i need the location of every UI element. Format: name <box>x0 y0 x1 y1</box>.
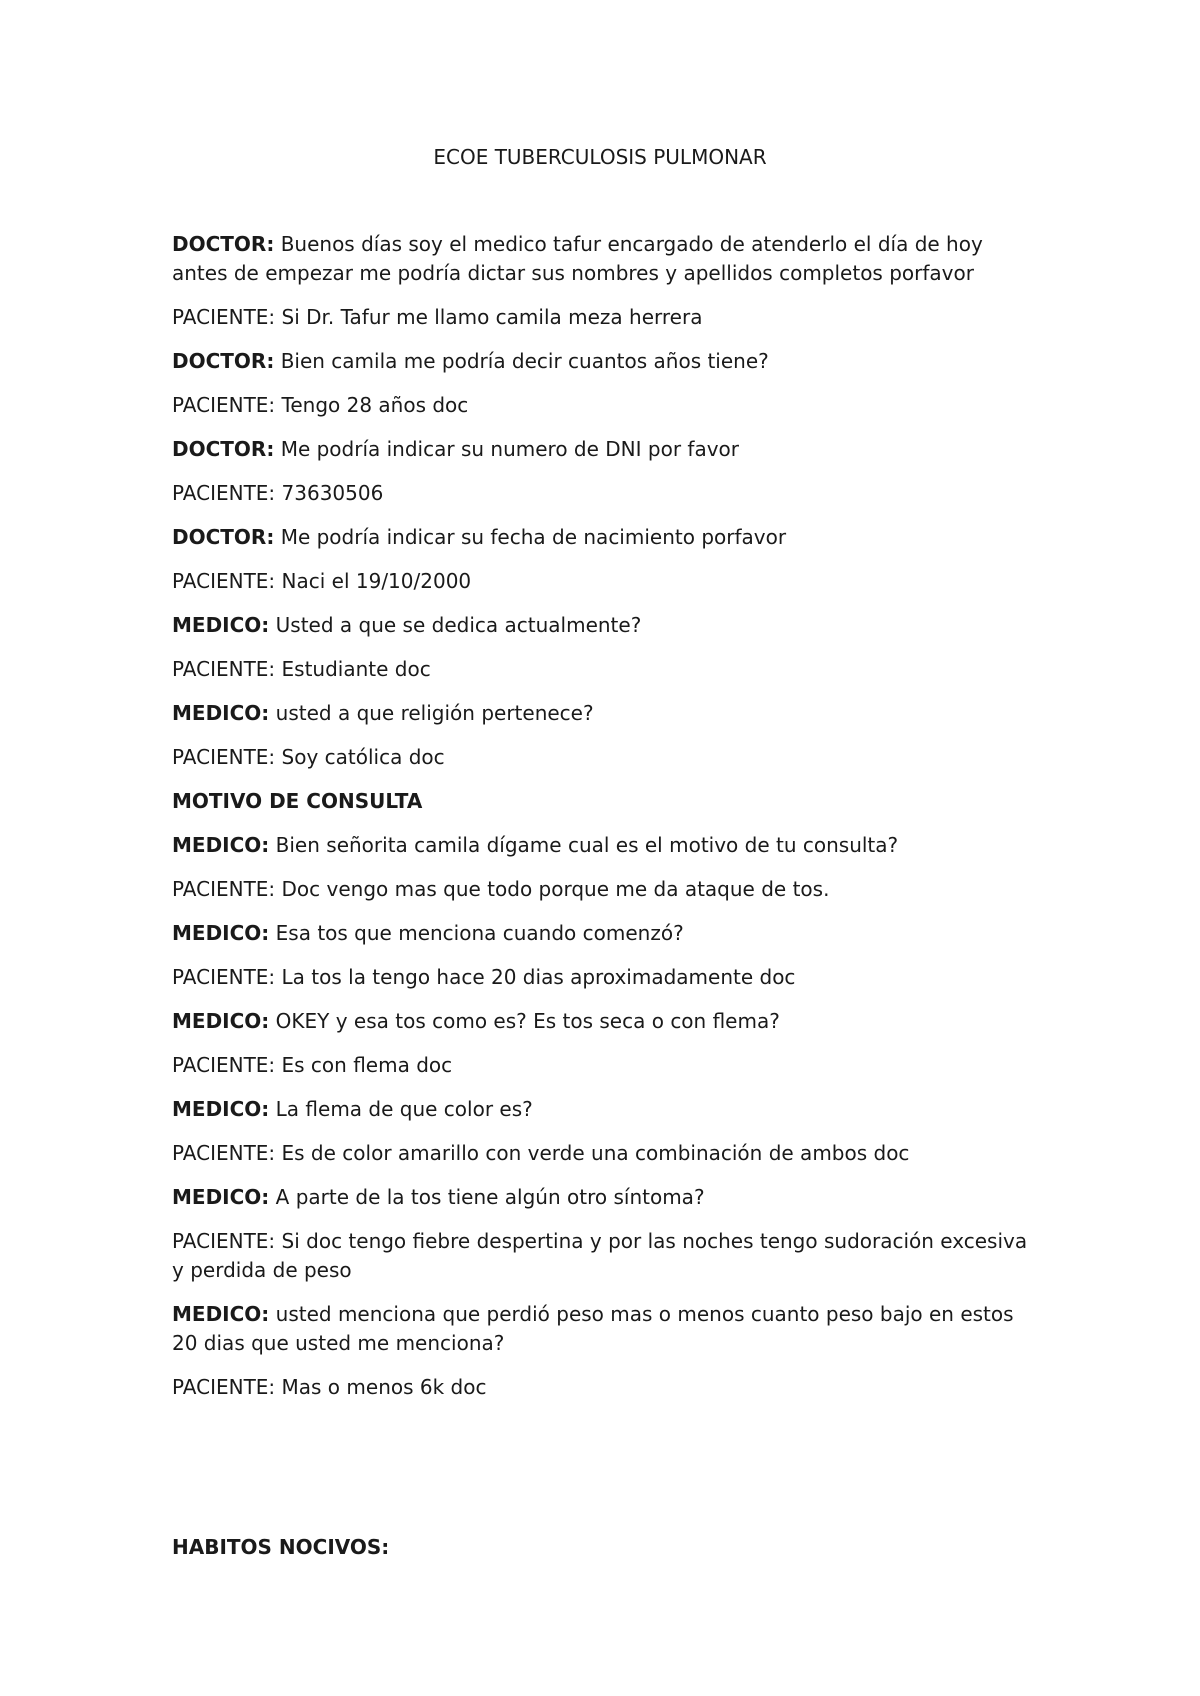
speaker-label: DOCTOR: <box>172 437 275 461</box>
speaker-label: MEDICO: <box>172 1009 270 1033</box>
dialogue-text: PACIENTE: Doc vengo mas que todo porque me da ataque de tos. <box>172 877 830 901</box>
dialogue-text: PACIENTE: Si doc tengo fiebre despertina y por las noches tengo sudoración excesiva y perdida de peso <box>172 1229 1028 1282</box>
speaker-label: MEDICO: <box>172 1185 270 1209</box>
speaker-label: DOCTOR: <box>172 232 275 256</box>
dialogue-text: A parte de la tos tiene algún otro síntoma? <box>275 1185 705 1209</box>
dialogue-line <box>172 230 1042 288</box>
dialogue-text: Buenos días soy el medico tafur encargado de atenderlo el día de hoy antes de empezar me podría dictar sus nombres y apellidos completos porfavor <box>172 232 983 285</box>
dialogue-text: Bien señorita camila dígame cual es el motivo de tu consulta? <box>275 833 899 857</box>
dialogue-text: PACIENTE: La tos la tengo hace 20 dias aproximadamente doc <box>172 965 796 989</box>
dialogue-text: La flema de que color es? <box>275 1097 533 1121</box>
dialogue-text: Bien camila me podría decir cuantos años tiene? <box>280 349 769 373</box>
section-heading-habitos: HABITOS NOCIVOS: <box>172 1535 390 1559</box>
dialogue-line <box>172 611 1042 640</box>
dialogue-text: usted a que religión pertenece? <box>275 701 594 725</box>
dialogue-line <box>172 435 1042 464</box>
dialogue-line <box>172 1300 1042 1358</box>
dialogue-text: OKEY y esa tos como es? Es tos seca o con flema? <box>275 1009 780 1033</box>
dialogue-text: PACIENTE: Mas o menos 6k doc <box>172 1375 487 1399</box>
section-heading-motivo: MOTIVO DE CONSULTA <box>172 789 423 813</box>
speaker-label: DOCTOR: <box>172 525 275 549</box>
dialogue-text: Me podría indicar su numero de DNI por favor <box>280 437 739 461</box>
dialogue-line <box>172 655 1042 684</box>
speaker-label: MEDICO: <box>172 1302 270 1326</box>
dialogue-line <box>172 743 1042 772</box>
dialogue-line <box>172 1373 1042 1402</box>
dialogue-text: PACIENTE: Estudiante doc <box>172 657 431 681</box>
dialogue-line <box>172 1007 1042 1036</box>
dialogue-line <box>172 1051 1042 1080</box>
dialogue-line <box>172 919 1042 948</box>
dialogue-text: PACIENTE: Soy católica doc <box>172 745 445 769</box>
dialogue-text: Me podría indicar su fecha de nacimiento porfavor <box>280 525 787 549</box>
speaker-label: MEDICO: <box>172 613 270 637</box>
speaker-label: MEDICO: <box>172 921 270 945</box>
dialogue-text: PACIENTE: Naci el 19/10/2000 <box>172 569 472 593</box>
document-body <box>172 230 1042 1417</box>
dialogue-line <box>172 875 1042 904</box>
dialogue-text: usted menciona que perdió peso mas o menos cuanto peso bajo en estos 20 dias que usted me menciona? <box>172 1302 1014 1355</box>
dialogue-text: PACIENTE: 73630506 <box>172 481 384 505</box>
dialogue-line <box>172 391 1042 420</box>
dialogue-line <box>172 1139 1042 1168</box>
dialogue-line <box>172 479 1042 508</box>
dialogue-text: PACIENTE: Si Dr. Tafur me llamo camila meza herrera <box>172 305 703 329</box>
speaker-label: MEDICO: <box>172 833 270 857</box>
dialogue-line <box>172 347 1042 376</box>
dialogue-line <box>172 699 1042 728</box>
dialogue-text: Usted a que se dedica actualmente? <box>275 613 642 637</box>
speaker-label: MEDICO: <box>172 701 270 725</box>
dialogue-text: Esa tos que menciona cuando comenzó? <box>275 921 684 945</box>
speaker-label: DOCTOR: <box>172 349 275 373</box>
dialogue-line <box>172 963 1042 992</box>
dialogue-line <box>172 1227 1042 1285</box>
dialogue-text: PACIENTE: Tengo 28 años doc <box>172 393 469 417</box>
dialogue-line <box>172 1095 1042 1124</box>
document-title: ECOE TUBERCULOSIS PULMONAR <box>433 145 767 169</box>
dialogue-line <box>172 567 1042 596</box>
dialogue-text: PACIENTE: Es con flema doc <box>172 1053 453 1077</box>
dialogue-text: PACIENTE: Es de color amarillo con verde una combinación de ambos doc <box>172 1141 910 1165</box>
dialogue-line <box>172 831 1042 860</box>
dialogue-line <box>172 523 1042 552</box>
dialogue-line <box>172 1183 1042 1212</box>
dialogue-line <box>172 303 1042 332</box>
speaker-label: MEDICO: <box>172 1097 270 1121</box>
